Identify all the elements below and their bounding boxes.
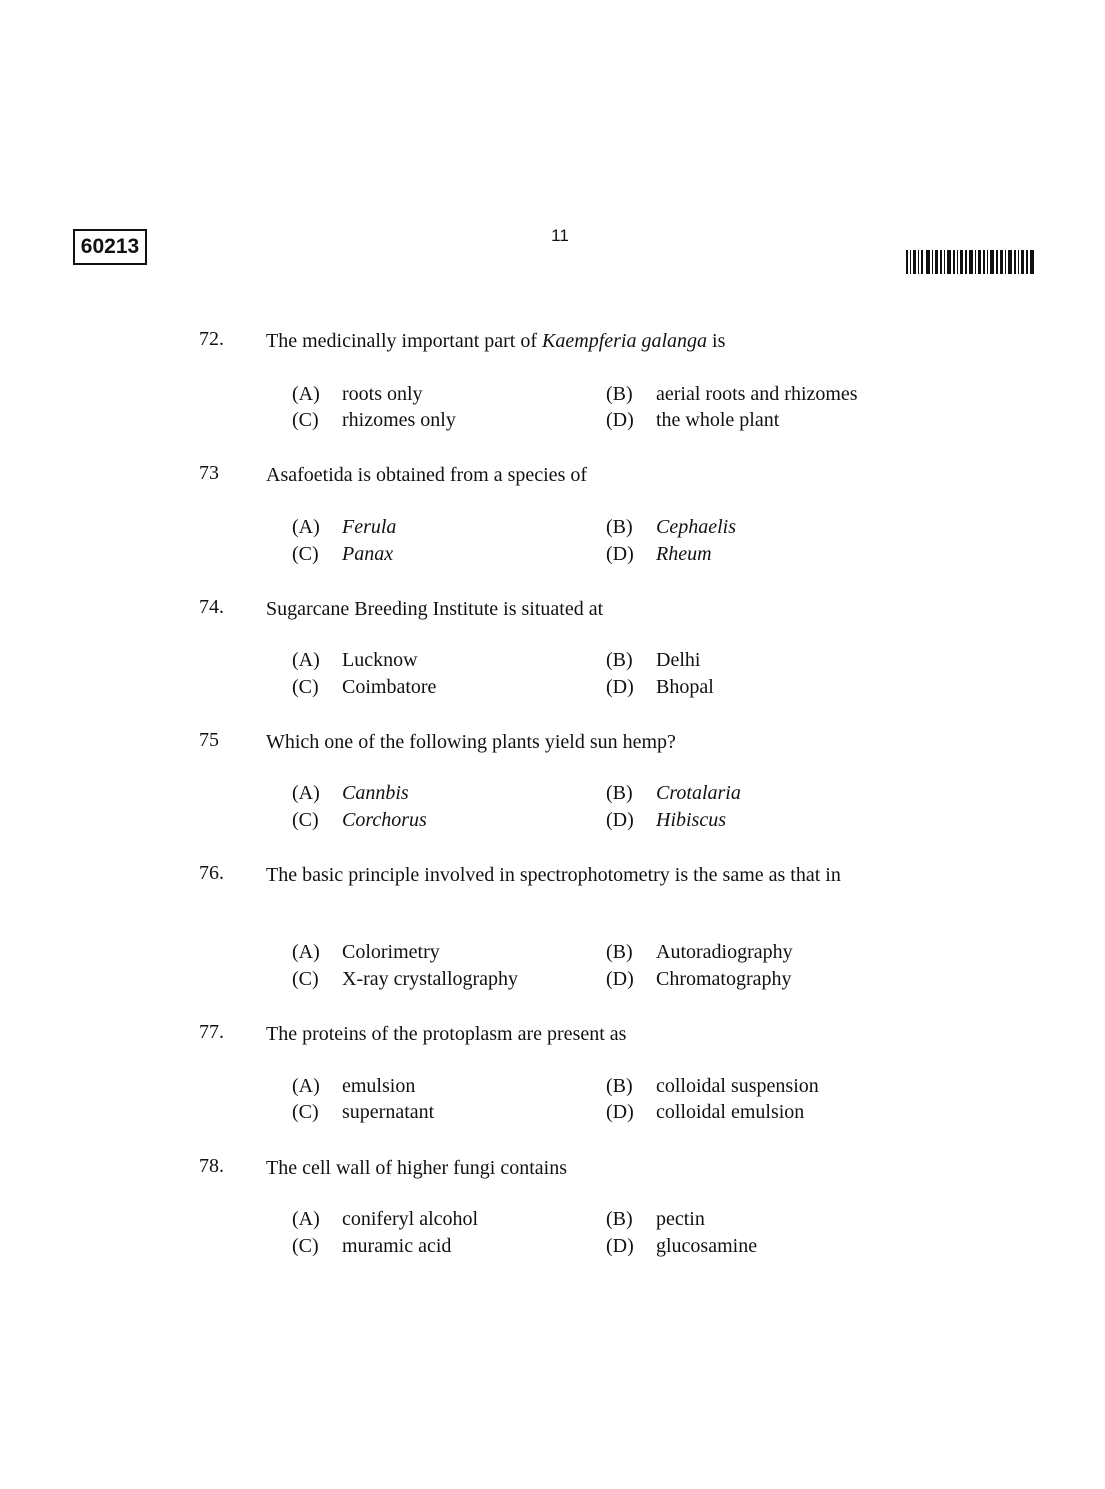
option-d: (D) Chromatography <box>606 968 792 990</box>
barcode-icon <box>906 250 1034 274</box>
option-c: (C) X-ray crystallography <box>292 968 519 990</box>
option-d: (D) Hibiscus <box>606 809 726 831</box>
option-d: (D) Bhopal <box>606 676 714 698</box>
option-b: (B) Crotalaria <box>606 782 741 804</box>
option-d: (D) the whole plant <box>606 409 780 431</box>
question-text: The medicinally important part of Kaempferia galanga is <box>266 330 726 352</box>
option-a: (A) Cannbis <box>292 782 409 804</box>
option-b: (B) Delhi <box>606 649 701 671</box>
option-b: (B) Cephaelis <box>606 516 736 538</box>
option-a: (A) roots only <box>292 383 423 405</box>
option-a: (A) Lucknow <box>292 649 418 671</box>
question-number: 72. <box>199 328 224 350</box>
question-text: Sugarcane Breeding Institute is situated at <box>266 598 604 620</box>
question-number: 78. <box>199 1155 224 1177</box>
option-a: (A) coniferyl alcohol <box>292 1208 479 1230</box>
option-c: (C) rhizomes only <box>292 409 456 431</box>
option-d: (D) colloidal emulsion <box>606 1101 805 1123</box>
option-b: (B) colloidal suspension <box>606 1075 819 1097</box>
question-number: 73 <box>199 462 219 484</box>
question-text: The proteins of the protoplasm are present as <box>266 1023 627 1045</box>
option-d: (D) Rheum <box>606 543 712 565</box>
option-b: (B) aerial roots and rhizomes <box>606 383 858 405</box>
question-number: 74. <box>199 596 224 618</box>
question-number: 76. <box>199 862 224 884</box>
option-c: (C) Coimbatore <box>292 676 437 698</box>
option-c: (C) supernatant <box>292 1101 435 1123</box>
question-text: The cell wall of higher fungi contains <box>266 1157 568 1179</box>
option-d: (D) glucosamine <box>606 1235 758 1257</box>
option-c: (C) Corchorus <box>292 809 427 831</box>
option-c: (C) muramic acid <box>292 1235 452 1257</box>
option-a: (A) emulsion <box>292 1075 416 1097</box>
question-text: Asafoetida is obtained from a species of <box>266 464 588 486</box>
question-text: The basic principle involved in spectrophotometry is the same as that in <box>266 864 841 886</box>
page-number: 11 <box>551 226 569 245</box>
question-text: Which one of the following plants yield sun hemp? <box>266 731 676 753</box>
question-number: 75 <box>199 729 219 751</box>
paper-code-box <box>73 229 147 265</box>
option-b: (B) Autoradiography <box>606 941 793 963</box>
option-a: (A) Ferula <box>292 516 397 538</box>
paper-code: 60213 <box>80 235 140 258</box>
option-a: (A) Colorimetry <box>292 941 440 963</box>
option-c: (C) Panax <box>292 543 394 565</box>
option-b: (B) pectin <box>606 1208 705 1230</box>
question-number: 77. <box>199 1021 224 1043</box>
